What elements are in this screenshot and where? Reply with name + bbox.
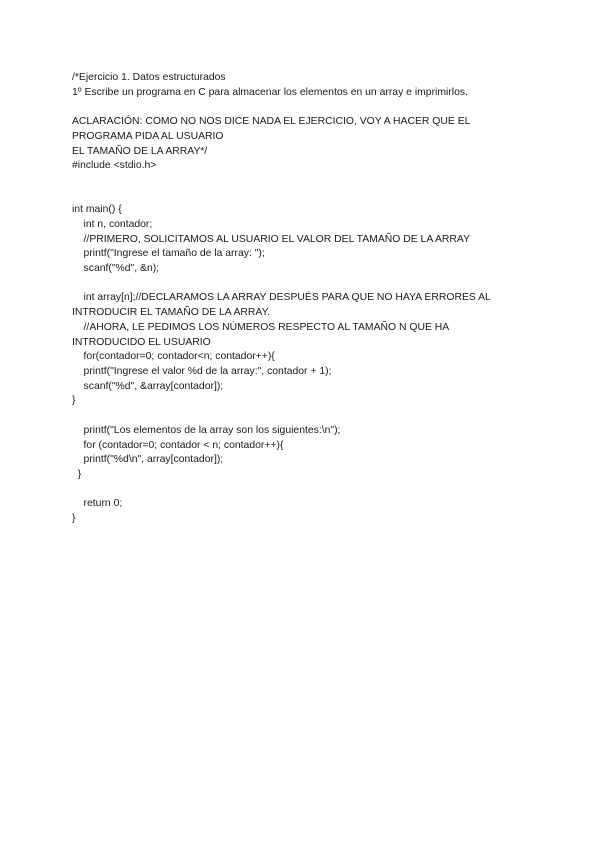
- blank-line: [72, 409, 542, 424]
- code-line: printf("Los elementos de la array son los siguientes:\n");: [72, 424, 341, 436]
- code-line: printf("Ingrese el valor %d de la array:", contador + 1);: [72, 366, 332, 377]
- code-line: }: [72, 468, 82, 480]
- code-line: }: [72, 395, 76, 407]
- blank-line: [72, 189, 542, 204]
- comment-line: ACLARACIÓN: COMO NO NOS DICE NADA EL EJERCICIO, VOY A HACER QUE EL: [72, 116, 471, 128]
- code-line: }: [72, 513, 76, 524]
- blank-line: [72, 277, 542, 292]
- document-body: [72, 71, 542, 527]
- code-line: for(contador=0; contador<n; contador++){: [72, 351, 275, 363]
- blank-line: [72, 100, 542, 115]
- comment-line: INTRODUCIR EL TAMAÑO DE LA ARRAY.: [72, 307, 271, 319]
- blank-line: [72, 483, 542, 498]
- blank-line: [72, 174, 542, 189]
- code-line: scanf("%d", &n);: [72, 263, 160, 275]
- code-line: #include <stdio.h>: [72, 160, 157, 172]
- code-line: printf("Ingrese el tamaño de la array: ");: [72, 248, 265, 260]
- comment-line: PROGRAMA PIDA AL USUARIO: [72, 130, 224, 142]
- code-line: printf("%d\n", array[contador]);: [72, 454, 224, 466]
- comment-line: EL TAMAÑO DE LA ARRAY*/: [72, 145, 208, 157]
- code-line: for (contador=0; contador < n; contador++){: [72, 439, 284, 451]
- code-line: int array[n];//DECLARAMOS LA ARRAY DESPUÉS PARA QUE NO HAYA ERRORES AL: [72, 292, 491, 304]
- comment-line: //AHORA, LE PEDIMOS LOS NÚMEROS RESPECTO AL TAMAÑO N QUE HA: [72, 321, 450, 333]
- comment-line: 1º Escribe un programa en C para almacenar los elementos en un array e imprimirlos.: [72, 86, 468, 98]
- code-line: scanf("%d", &array[contador]);: [72, 380, 224, 392]
- comment-line: /*Ejercicio 1. Datos estructurados: [72, 72, 226, 83]
- code-line: return 0;: [72, 498, 123, 510]
- code-line: int n, contador;: [72, 218, 153, 230]
- code-line: int main() {: [72, 204, 122, 216]
- comment-line: //PRIMERO, SOLICITAMOS AL USUARIO EL VALOR DEL TAMAÑO DE LA ARRAY: [72, 233, 471, 245]
- comment-line: INTRODUCIDO EL USUARIO: [72, 336, 211, 348]
